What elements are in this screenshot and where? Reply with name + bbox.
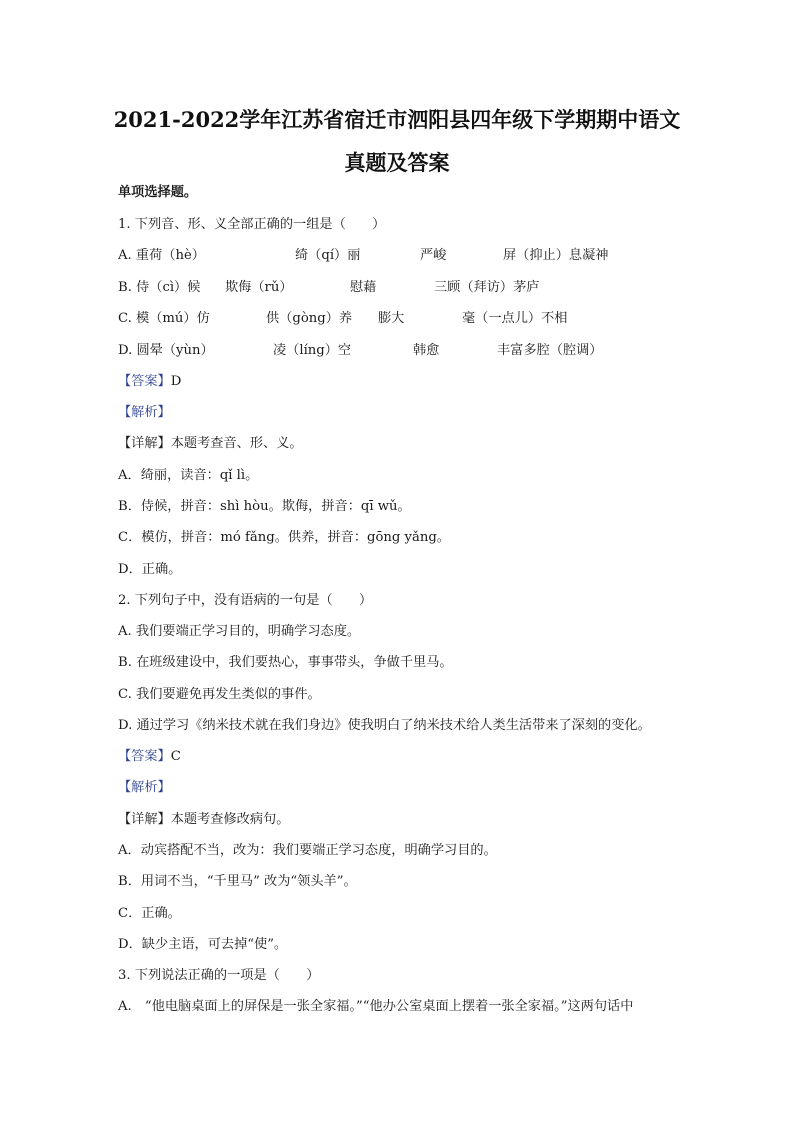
q2-option-c: C. 我们要避免再发生类似的事件。 xyxy=(118,687,321,702)
q1-c-col3: 膨大 xyxy=(378,311,405,326)
document-title-line-1: 2021-2022学年江苏省宿迁市泗阳县四年级下学期期中语文 xyxy=(113,107,681,132)
q1-a-col4: 屏（抑止）息凝神 xyxy=(503,248,609,263)
q1-analysis-label: 【解析】 xyxy=(118,405,171,420)
q1-note: A．绮丽，读音：qǐ lì。 xyxy=(118,468,259,483)
document-title-line-2: 真题及答案 xyxy=(344,150,450,175)
q1-d-col1: D. 圆晕（yùn） xyxy=(118,343,214,358)
q2-note: B．用词不当，“千里马” 改为“领头羊”。 xyxy=(118,874,357,889)
q1-a-col3: 严峻 xyxy=(420,248,447,263)
q1-c-col2: 供（gòng）养 xyxy=(266,311,353,326)
q1-b-col3: 慰藉 xyxy=(350,280,377,295)
q2-option-b: B. 在班级建设中，我们要热心，事事带头，争做千里马。 xyxy=(118,655,453,670)
q1-detail xyxy=(118,435,303,453)
answer-label: 【答案】 xyxy=(118,374,171,389)
q1-d-col3: 韩愈 xyxy=(413,343,440,358)
q1-note: B．侍候，拼音：shì hòu。欺侮，拼音：qī wǔ。 xyxy=(118,499,411,514)
q1-answer xyxy=(118,373,181,391)
q1-c-col1: C. 模（mú）仿 xyxy=(118,311,210,326)
answer-value: C xyxy=(170,749,181,764)
answer-value: D xyxy=(170,374,182,389)
q2-stem: 2. 下列句子中，没有语病的一句是（ ） xyxy=(118,593,373,608)
q1-b-col1: B. 侍（cì）候 xyxy=(118,280,201,295)
q2-option-a: A. 我们要端正学习目的，明确学习态度。 xyxy=(118,624,361,639)
section-heading: 单项选择题。 xyxy=(118,185,198,200)
q1-a-col1: A. 重荷（hè） xyxy=(118,248,205,263)
q2-note: C．正确。 xyxy=(118,906,181,921)
q1-c-col4: 毫（一点儿）不相 xyxy=(462,311,568,326)
q1-note: C．模仿，拼音：mó fǎng。供养，拼音：gōng yǎng。 xyxy=(118,530,450,545)
q2-answer xyxy=(118,748,181,766)
q1-d-col4: 丰富多腔（腔调） xyxy=(497,343,603,358)
q1-note: D．正确。 xyxy=(118,562,182,577)
q1-stem: 1. 下列音、形、义全部正确的一组是（ ） xyxy=(118,217,386,232)
answer-label: 【答案】 xyxy=(118,749,171,764)
q2-analysis-label: 【解析】 xyxy=(118,780,171,795)
detail-text: 本题考查音、形、义。 xyxy=(170,436,303,451)
q1-b-col2: 欺侮（rǔ） xyxy=(225,280,293,295)
q1-d-col2: 凌（líng）空 xyxy=(273,343,352,358)
q2-option-d: D. 通过学习《纳米技术就在我们身边》使我明白了纳米技术给人类生活带来了深刻的变化。 xyxy=(118,718,651,733)
q2-note: A．动宾搭配不当，改为：我们要端正学习态度，明确学习目的。 xyxy=(118,843,497,858)
detail-label: 【详解】 xyxy=(118,436,171,451)
q2-detail xyxy=(118,811,289,829)
q1-b-col4: 三顾（拜访）茅庐 xyxy=(434,280,540,295)
detail-label: 【详解】 xyxy=(118,812,171,827)
q2-note: D．缺少主语，可去掉“使”。 xyxy=(118,937,288,952)
detail-text: 本题考查修改病句。 xyxy=(170,812,290,827)
q3-option-a: A. “他电脑桌面上的屏保是一张全家福。”“他办公室桌面上摆着一张全家福。”这两句话中 xyxy=(118,999,634,1014)
q3-stem: 3. 下列说法正确的一项是（ ） xyxy=(118,968,320,983)
q1-a-col2: 绮（qí）丽 xyxy=(295,248,361,263)
